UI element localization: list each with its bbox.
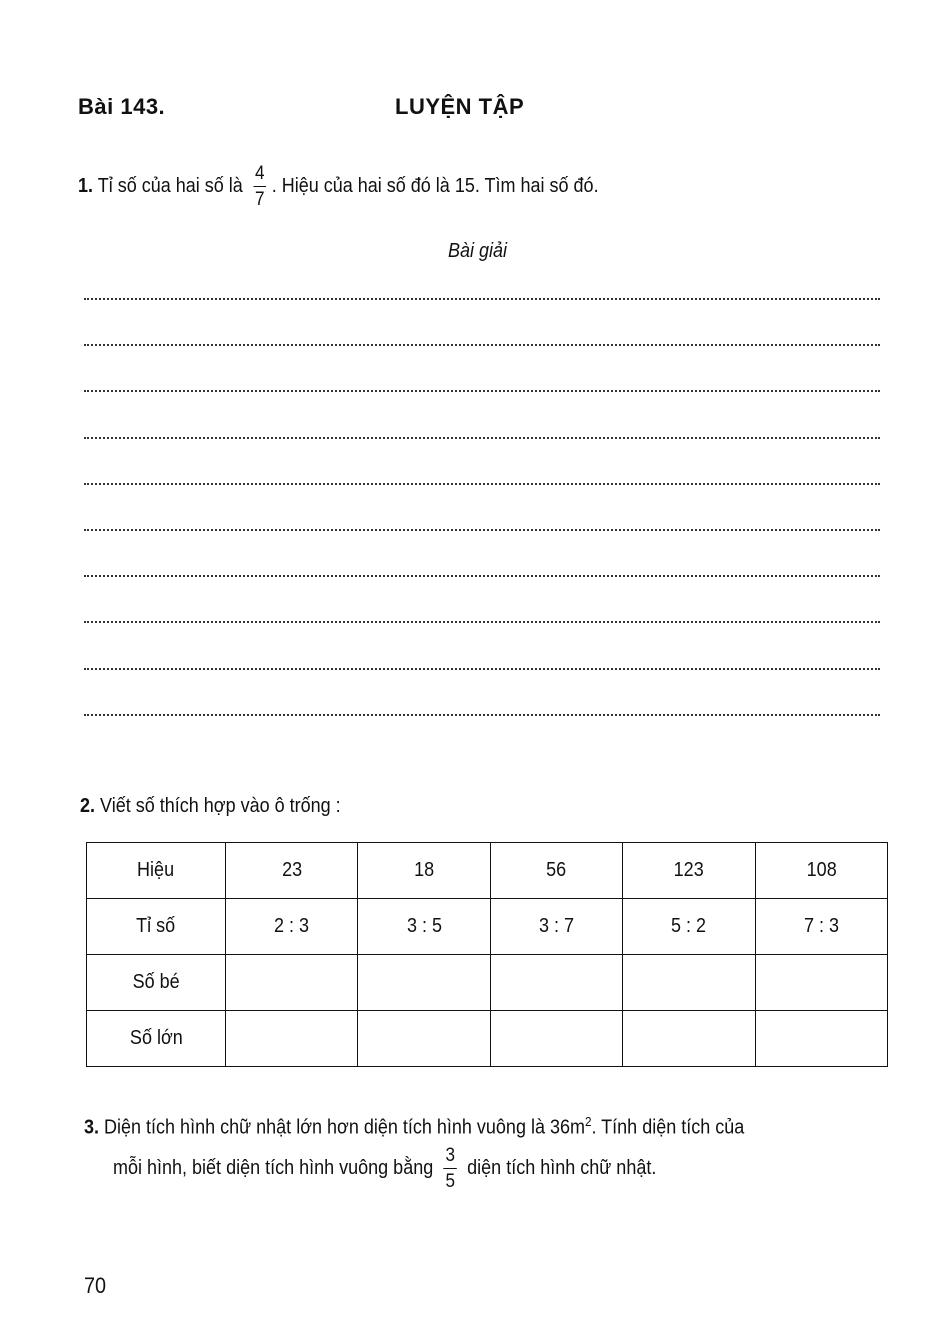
fraction-numerator: 4 xyxy=(254,163,265,184)
answer-line[interactable] xyxy=(84,344,880,346)
answer-cell[interactable] xyxy=(226,1011,358,1067)
table-cell xyxy=(358,899,490,955)
exercise-3-line-2 xyxy=(113,1146,656,1191)
exercise-3-line-1 xyxy=(84,1114,744,1140)
answer-line[interactable] xyxy=(84,390,880,392)
exercise-3-text-tail: . Tính diện tích của xyxy=(591,1116,745,1139)
answer-line[interactable] xyxy=(84,529,880,531)
table-cell xyxy=(490,843,622,899)
exercise-1-number: 1. xyxy=(78,174,94,197)
cell-value: 123 xyxy=(673,859,704,881)
solution-heading: Bài giải xyxy=(448,240,508,262)
answer-line[interactable] xyxy=(84,298,880,300)
lesson-title: LUYỆN TẬP xyxy=(395,94,525,119)
answer-cell[interactable] xyxy=(623,955,755,1011)
answer-cell[interactable] xyxy=(755,1011,887,1067)
cell-value: 56 xyxy=(546,859,567,881)
answer-line[interactable] xyxy=(84,714,880,716)
answer-cell[interactable] xyxy=(490,955,622,1011)
exercise-2-prompt xyxy=(80,795,341,818)
answer-line[interactable] xyxy=(84,621,880,623)
row-label-text: Số lớn xyxy=(129,1027,183,1049)
row-label-text: Hiệu xyxy=(137,859,175,881)
answer-line[interactable] xyxy=(84,437,880,439)
fraction-denominator: 7 xyxy=(254,189,265,210)
exercise-3-number: 3. xyxy=(84,1116,100,1139)
exercise-3-text-before: mỗi hình, biết diện tích hình vuông bằng xyxy=(113,1156,434,1179)
table-cell xyxy=(623,843,755,899)
table-row xyxy=(87,955,888,1011)
table-cell xyxy=(755,899,887,955)
table-row xyxy=(87,843,888,899)
cell-value: 5 : 2 xyxy=(671,915,707,937)
exercise-3-fraction xyxy=(444,1146,457,1191)
answer-line[interactable] xyxy=(84,575,880,577)
exercise-1-fraction xyxy=(253,164,266,209)
cell-value: 7 : 3 xyxy=(803,915,839,937)
table-row xyxy=(87,899,888,955)
ratio-table xyxy=(86,842,888,1067)
cell-value: 3 : 5 xyxy=(406,915,442,937)
answer-cell[interactable] xyxy=(755,955,887,1011)
row-label-text: Tỉ số xyxy=(136,915,176,937)
answer-cell[interactable] xyxy=(623,1011,755,1067)
page-number: 70 xyxy=(84,1273,107,1298)
table-cell xyxy=(623,899,755,955)
exercise-3-superscript: 2 xyxy=(584,1114,592,1129)
row-label xyxy=(87,1011,226,1067)
cell-value: 18 xyxy=(414,859,435,881)
answer-cell[interactable] xyxy=(358,955,490,1011)
answer-cell[interactable] xyxy=(490,1011,622,1067)
exercise-1-prompt xyxy=(78,164,599,209)
row-label xyxy=(87,899,226,955)
exercise-2-text: Viết số thích hợp vào ô trống : xyxy=(100,795,341,817)
exercise-1-text-before: Tỉ số của hai số là xyxy=(97,174,243,197)
answer-cell[interactable] xyxy=(358,1011,490,1067)
table-cell xyxy=(490,899,622,955)
lesson-number: Bài 143. xyxy=(78,94,166,119)
cell-value: 23 xyxy=(281,859,302,881)
row-label xyxy=(87,955,226,1011)
exercise-2-number: 2. xyxy=(80,795,96,817)
cell-value: 108 xyxy=(806,859,837,881)
row-label xyxy=(87,843,226,899)
fraction-denominator: 5 xyxy=(445,1171,455,1192)
answer-cell[interactable] xyxy=(226,955,358,1011)
answer-line[interactable] xyxy=(84,668,880,670)
exercise-1-text-after: . Hiệu của hai số đó là 15. Tìm hai số đó. xyxy=(271,174,599,197)
exercise-3-text: Diện tích hình chữ nhật lớn hơn diện tích hình vuông là 36m xyxy=(104,1116,585,1139)
cell-value: 2 : 3 xyxy=(274,915,310,937)
table-cell xyxy=(755,843,887,899)
table-row xyxy=(87,1011,888,1067)
fraction-numerator: 3 xyxy=(445,1145,455,1166)
exercise-3-text-after: diện tích hình chữ nhật. xyxy=(467,1156,657,1179)
cell-value: 3 : 7 xyxy=(538,915,574,937)
answer-line[interactable] xyxy=(84,483,880,485)
table-cell xyxy=(226,899,358,955)
row-label-text: Số bé xyxy=(132,971,180,993)
table-cell xyxy=(358,843,490,899)
table-cell xyxy=(226,843,358,899)
